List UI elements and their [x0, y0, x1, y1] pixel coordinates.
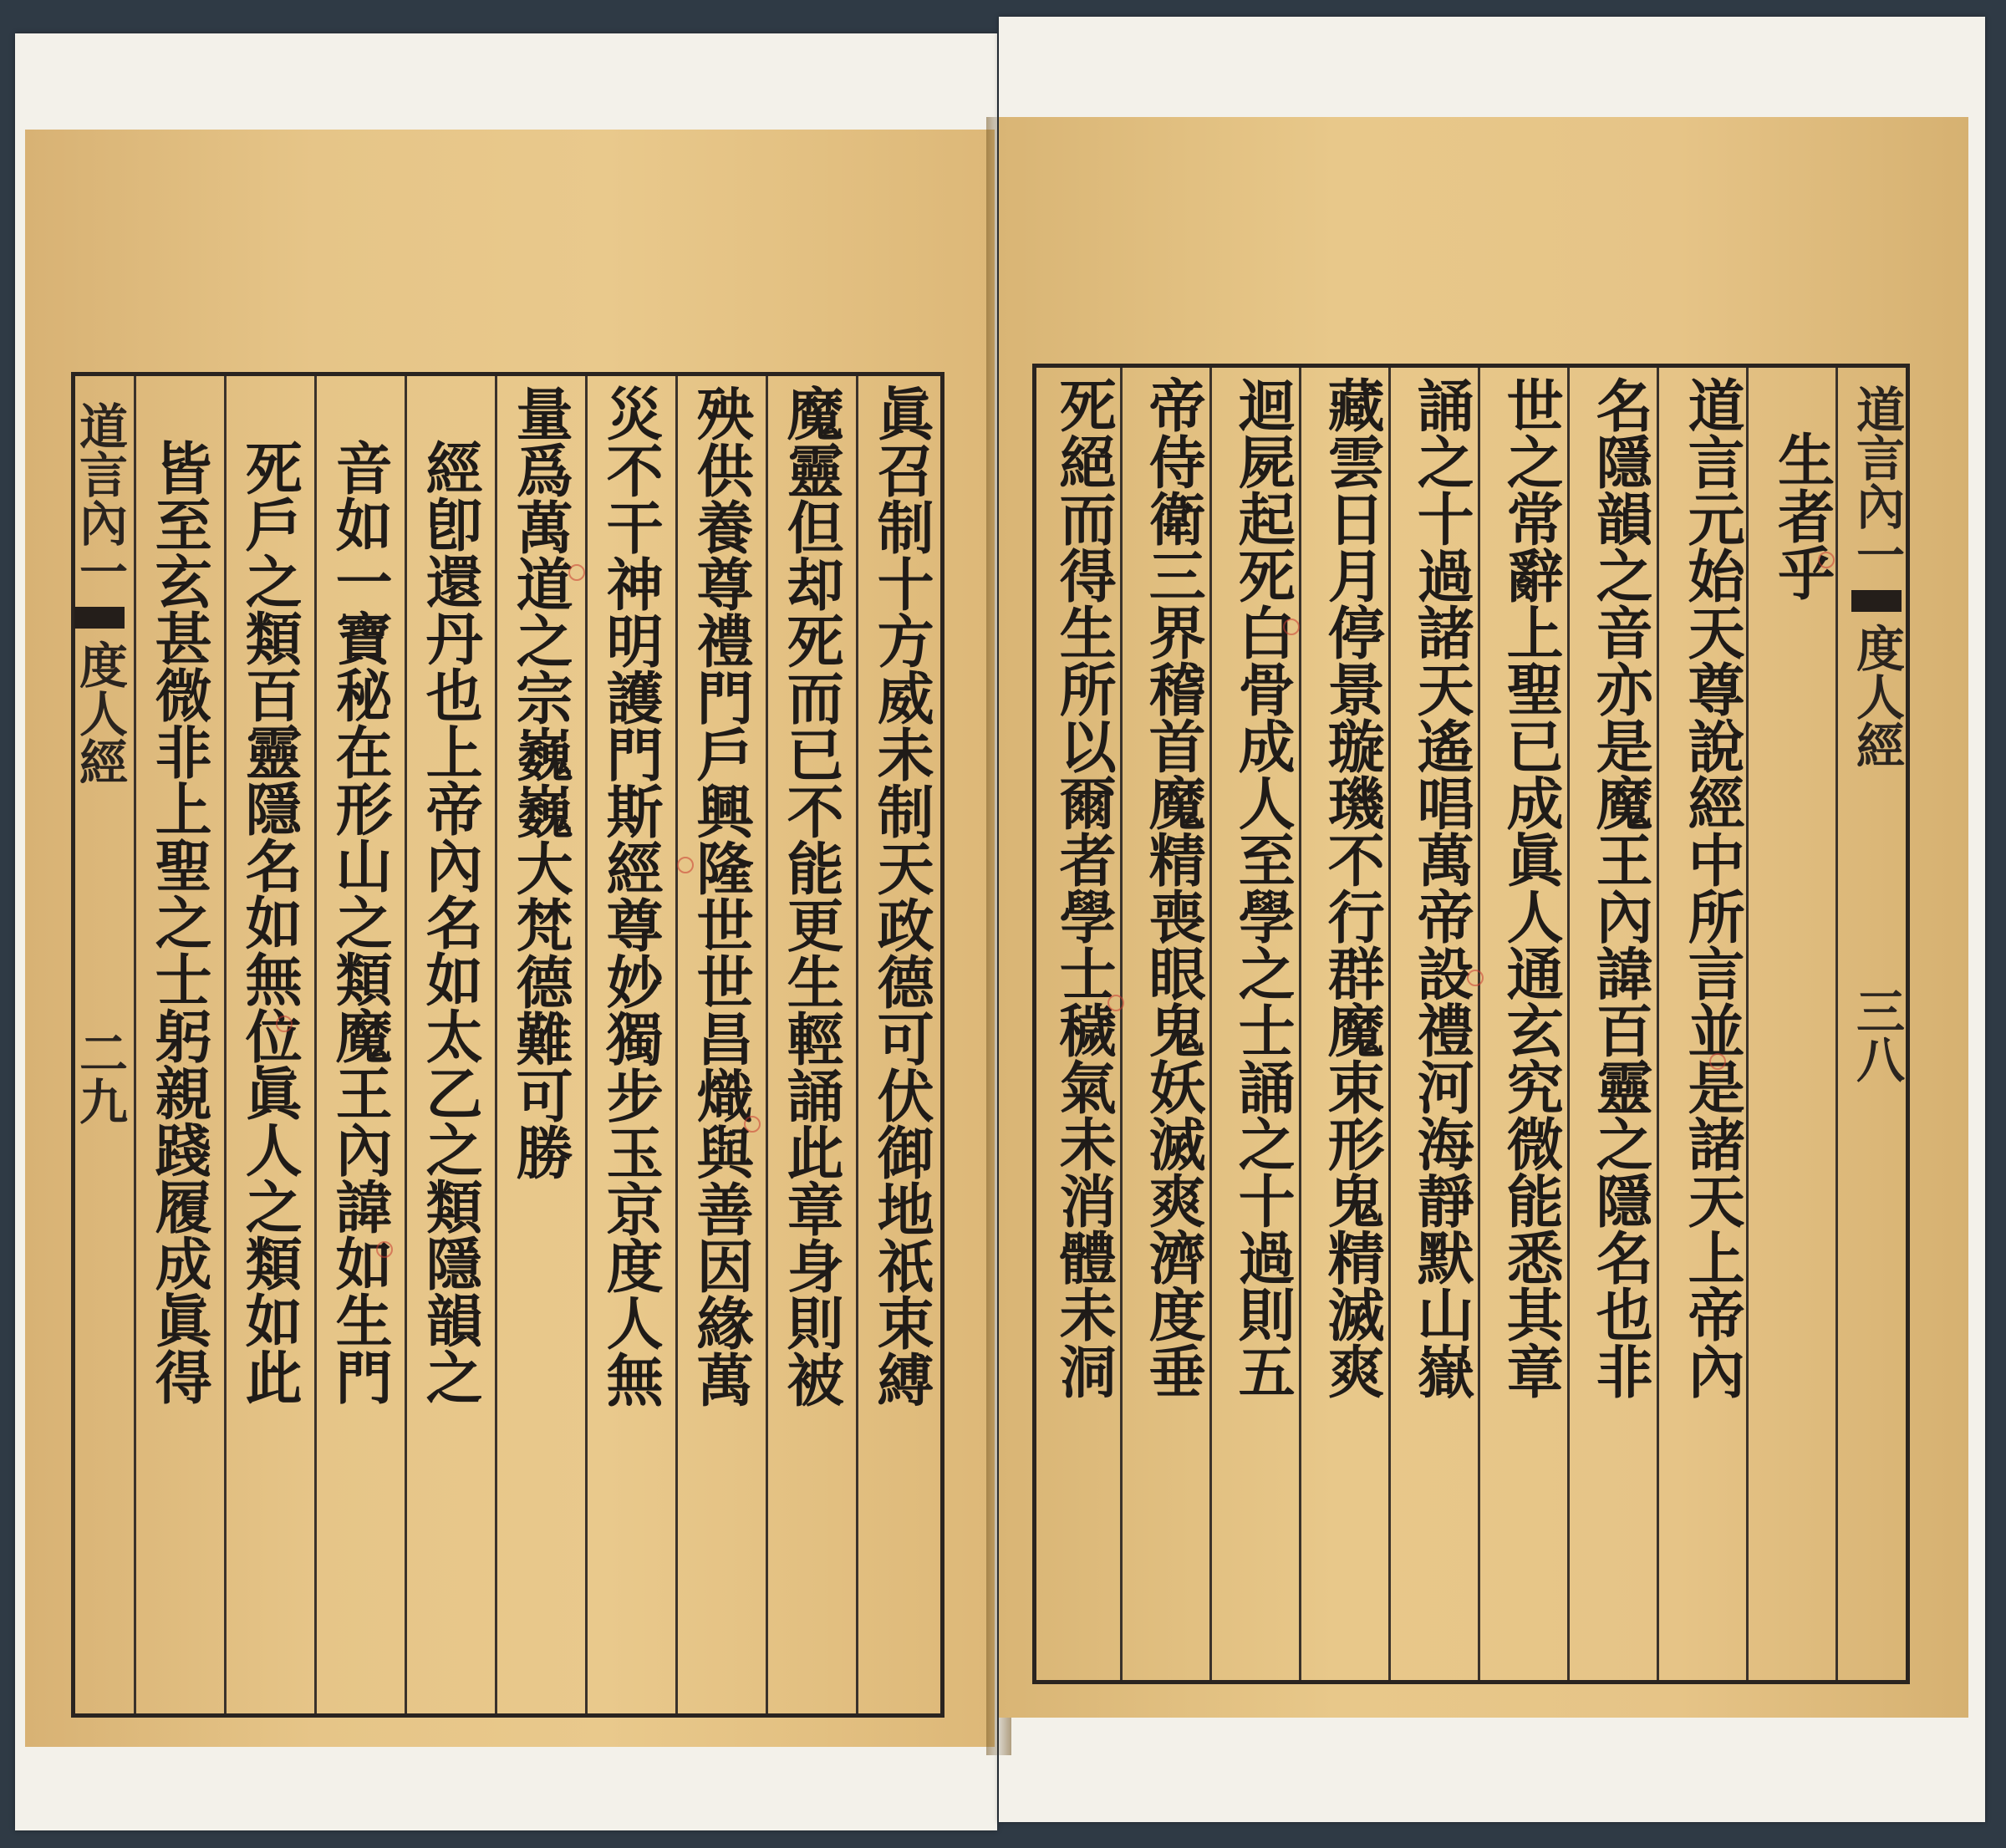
column-rule — [224, 376, 227, 1713]
red-annotation-mark — [376, 1241, 393, 1258]
banxin-folio: 二九 — [71, 1028, 128, 1125]
text-column — [1133, 368, 1212, 1688]
red-annotation-mark — [677, 857, 694, 873]
fish-tail-mark — [74, 607, 125, 629]
text-column — [1672, 368, 1751, 1688]
right-page-banxin — [1843, 368, 1910, 1680]
column-rule — [585, 376, 588, 1713]
banxin-subtitle: 度人經 — [71, 640, 128, 786]
text-column — [680, 376, 760, 1722]
column-rule — [314, 376, 317, 1713]
text-column — [1764, 368, 1839, 1718]
left-page-banxin — [70, 376, 129, 1713]
right-page — [999, 117, 1968, 1718]
column-rule — [495, 376, 497, 1713]
text-column — [861, 376, 940, 1722]
text-column — [1401, 368, 1480, 1688]
column-text: 世之常辭上聖已成眞人通玄究微能悉其章 — [1497, 376, 1565, 1399]
column-rule — [134, 376, 136, 1713]
left-page — [25, 130, 995, 1747]
red-annotation-mark — [568, 564, 585, 581]
red-annotation-mark — [1283, 619, 1300, 635]
text-column — [229, 376, 308, 1747]
text-column — [1222, 368, 1301, 1688]
column-text: 殃供養尊禮門戶興隆世世昌熾與善因緣萬 — [687, 384, 755, 1408]
text-column — [410, 376, 489, 1747]
column-text: 名隱韻之音亦是魔王內諱百靈之隱名也非 — [1586, 376, 1654, 1399]
text-column — [1311, 368, 1391, 1688]
column-text: 皆至玄甚微非上聖之士躬親踐履成眞得 — [145, 439, 213, 1405]
text-column — [500, 376, 579, 1722]
column-rule — [766, 376, 768, 1713]
text-column — [590, 376, 670, 1722]
banxin-subtitle: 度人經 — [1848, 624, 1905, 769]
column-text: 迴屍起死白骨成人至學之士誦之十過則五 — [1229, 376, 1296, 1399]
red-annotation-mark — [1818, 552, 1835, 568]
banxin-title: 道言內一 — [1848, 384, 1905, 578]
red-annotation-mark — [1467, 970, 1484, 986]
column-text: 魔靈但却死而已不能更生輕誦此章身則被 — [777, 384, 845, 1408]
text-column — [1580, 368, 1659, 1688]
text-column — [319, 376, 399, 1747]
column-rule — [405, 376, 407, 1713]
banxin-folio: 三八 — [1848, 986, 1905, 1083]
column-text: 帝侍衛三界稽首魔精喪眼鬼妖滅爽濟度垂 — [1139, 376, 1207, 1399]
column-text: 死絕而得生所以爾者學士穢氣未消體未洞 — [1050, 376, 1118, 1399]
text-column — [1490, 368, 1570, 1688]
banxin-title: 道言內一 — [71, 401, 128, 595]
text-column — [139, 376, 218, 1747]
text-column — [771, 376, 850, 1722]
fish-tail-mark — [1851, 590, 1902, 612]
column-text: 道言元始天尊說經中所言並是諸天上帝內 — [1678, 376, 1746, 1399]
column-rule — [675, 376, 678, 1713]
left-page-text-frame — [71, 372, 944, 1718]
red-annotation-mark — [1709, 1053, 1726, 1070]
column-text: 生者乎 — [1768, 430, 1835, 601]
column-text: 災不干神明護門斯經尊妙獨步玉京度人無 — [597, 384, 664, 1408]
column-text: 藏雲日月停景璇璣不行群魔束形鬼精滅爽 — [1318, 376, 1386, 1399]
red-annotation-mark — [744, 1116, 761, 1133]
column-text: 死戶之類百靈隱名如無位眞人之類如此 — [236, 439, 303, 1405]
right-page-text-frame — [1032, 364, 1910, 1684]
text-column — [1043, 368, 1123, 1688]
column-text: 音如一寶秘在形山之類魔王內諱如生門 — [326, 439, 394, 1405]
column-rule — [856, 376, 858, 1713]
column-text: 誦之十過諸天遙唱萬帝設禮河海靜默山嶽 — [1408, 376, 1475, 1399]
red-annotation-mark — [1107, 995, 1124, 1011]
column-text: 眞召制十方威未制天政德可伏御地祇束縛 — [868, 384, 935, 1408]
red-annotation-mark — [276, 1016, 293, 1032]
column-text: 量爲萬道之宗巍巍大梵德難可勝 — [507, 384, 574, 1180]
column-text: 經卽還丹也上帝內名如太乙之類隱韻之 — [416, 439, 484, 1405]
